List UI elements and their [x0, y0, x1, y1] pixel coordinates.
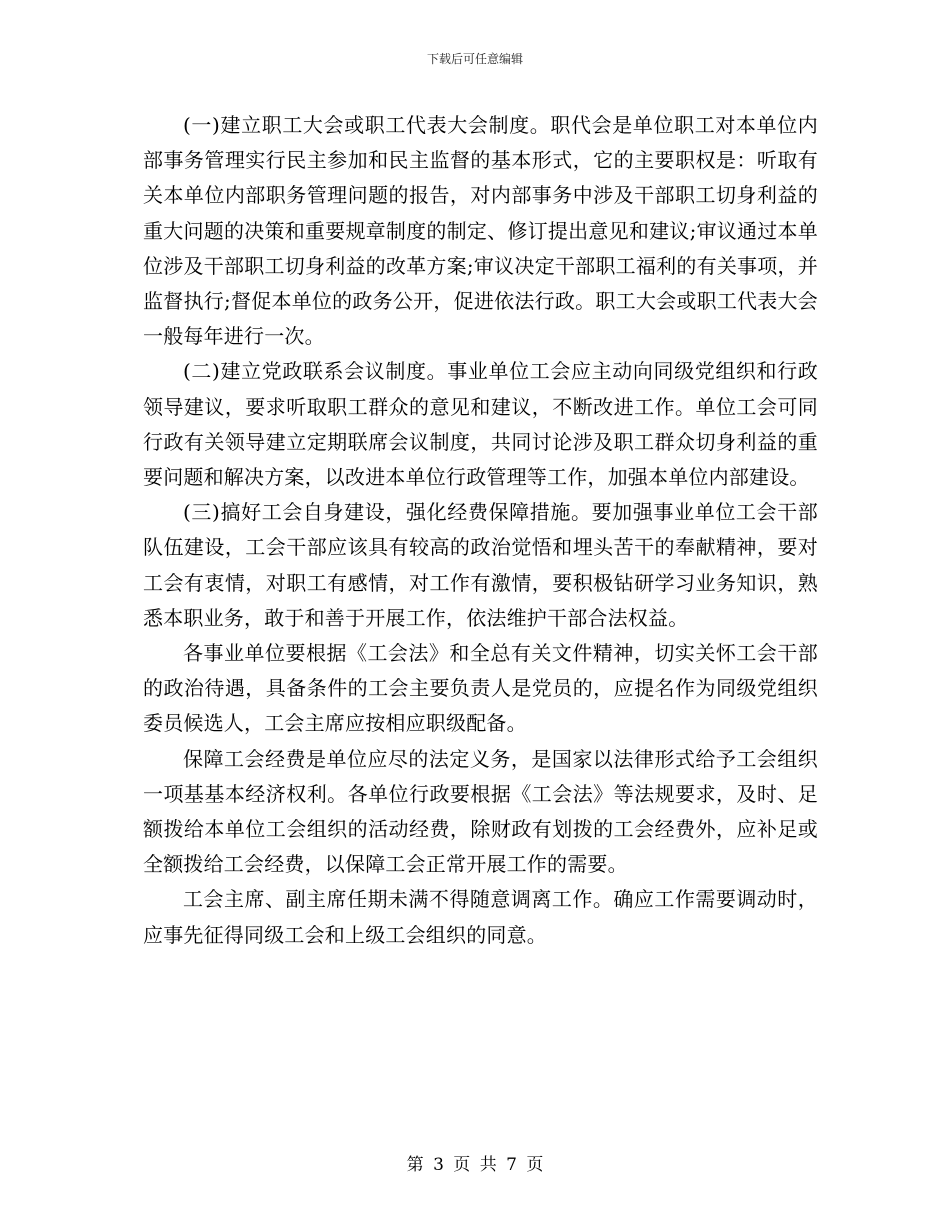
document-body — [143, 108, 818, 953]
page-header-note: 下载后可任意编辑 — [426, 52, 523, 66]
paragraph-2: (二)建立党政联系会议制度。事业单位工会应主动向同级党组织和行政领导建议，要求听取职工群众的意见和建议，不断改进工作。单位工会可同行政有关领导建立定期联席会议制度，共同讨论涉及职工群众切身利益的重要问题和解决方案，以改进本单位行政管理等工作，加强本单位内部建设。 — [143, 359, 818, 490]
paragraph-3: (三)搞好工会自身建设，强化经费保障措施。要加强事业单位工会干部队伍建设，工会干部应该具有较高的政治觉悟和埋头苦干的奉献精神，要对工会有衷情，对职工有感情，对工作有激情，要积极钻研学习业务知识，熟悉本职业务，敢于和善于开展工作，依法维护干部合法权益。 — [143, 500, 818, 630]
page-number-footer: 第 3 页 共 7 页 — [406, 1155, 544, 1175]
paragraph-1: (一)建立职工大会或职工代表大会制度。职代会是单位职工对本单位内部事务管理实行民主参加和民主监督的基本形式，它的主要职权是：听取有关本单位内部职务管理问题的报告，对内部事务中涉及干部职工切身利益的重大问题的决策和重要规章制度的制定、修订提出意见和建议;审议通过本单位涉及干部职工切身利益的改革方案;审议决定干部职工福利的有关事项，并监督执行;督促本单位的政务公开，促进依法行政。职工大会或职工代表大会一般每年进行一次。 — [143, 113, 818, 349]
paragraph-5: 保障工会经费是单位应尽的法定义务，是国家以法律形式给予工会组织一项基基本经济权利。各单位行政要根据《工会法》等法规要求，及时、足额拨给本单位工会组织的活动经费，除财政有划拨的工会经费外，应补足或全额拨给工会经费，以保障工会正常开展工作的需要。 — [143, 746, 818, 877]
paragraph-6: 工会主席、副主席任期未满不得随意调离工作。确应工作需要调动时，应事先征得同级工会和上级工会组织的同意。 — [143, 887, 818, 947]
paragraph-4: 各事业单位要根据《工会法》和全总有关文件精神，切实关怀工会干部的政治待遇，具备条件的工会主要负责人是党员的，应提名作为同级党组织委员候选人，工会主席应按相应职级配备。 — [143, 641, 818, 736]
